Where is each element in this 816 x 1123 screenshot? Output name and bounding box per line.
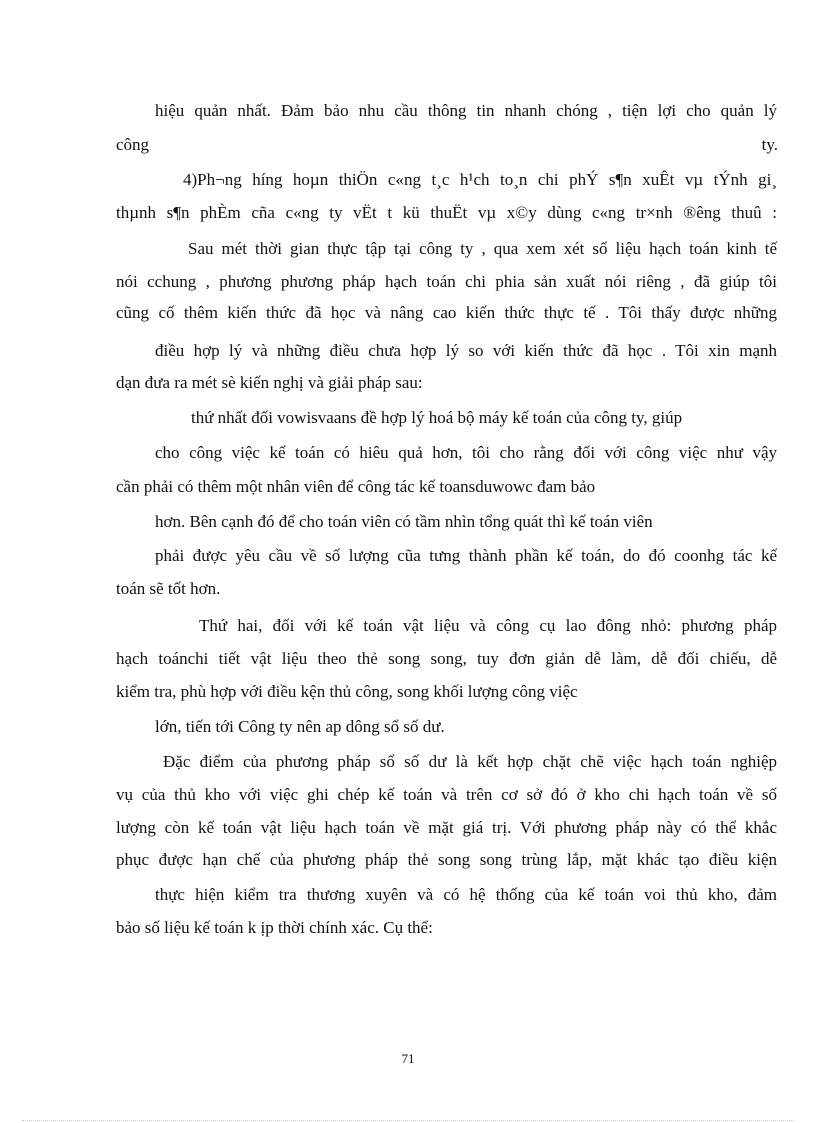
text-line-10: dạn đưa ra mét sè kiến nghị và giải pháp sau: bbox=[116, 373, 423, 392]
text-line-16: toán sẽ tốt hơn. bbox=[116, 579, 221, 598]
text-line-18: hạch toánchi tiết vật liệu theo thẻ song song, tuy đơn giản dễ làm, dễ đối chiếu, dễ bbox=[116, 649, 777, 668]
text-line-14: hơn. Bên cạnh đó để cho toán viên có tầm nhìn tổng quát thì kế toán viên bbox=[155, 512, 653, 531]
text-line-15: phải được yêu cầu về số lượng cũa tưng thành phần kế toán, do đó coonhg tác kế bbox=[155, 546, 777, 565]
text-line-23: lượng còn kế toán vật liệu hạch toán về mặt giá trị. Với phương pháp này có thể khắc bbox=[116, 818, 777, 837]
text-line-8: cũng cố thêm kiến thức đã học và nâng cao kiến thức thực tế . Tôi thấy được những bbox=[116, 303, 777, 322]
text-line-2-end: ty. bbox=[761, 135, 778, 154]
text-line-20: lớn, tiến tới Công ty nên ap dông sổ số dư. bbox=[155, 717, 445, 736]
text-line-21: Đặc điểm của phương pháp sổ số dư là kết hợp chặt chẽ việc hạch toán nghiệp bbox=[163, 752, 777, 771]
text-line-26: bảo số liệu kế toán k ịp thời chính xác. Cụ thể: bbox=[116, 918, 433, 937]
text-line-12: cho công việc kế toán có hiêu quả hơn, tôi cho rằng đối với công việc như vậy bbox=[155, 443, 777, 462]
text-line-24: phục được hạn chế của phương pháp thẻ song song trùng lắp, mặt khác tạo điều kiện bbox=[116, 850, 777, 869]
text-line-13: cần phải có thêm một nhân viên để công tác kế toansduwowc đam bảo bbox=[116, 477, 596, 496]
text-line-9: điều hợp lý và những điều chưa hợp lý so với kiến thức đã học . Tôi xin mạnh bbox=[155, 341, 777, 360]
text-line-25: thực hiện kiểm tra thương xuyên và có hệ thống của kế toán voi thủ kho, đảm bbox=[155, 885, 777, 904]
text-line-19: kiểm tra, phù hợp với điều kện thủ công, song khối lượng công việc bbox=[116, 682, 578, 701]
section-heading-line-2: thµnh s¶n phÈm cña c«ng ty vËt t kü thuËt vµ x©y dùng c«ng tr×nh ®êng thuû : bbox=[116, 203, 777, 222]
text-line-22: vụ của thủ kho với việc ghi chép kế toán và trên cơ sở đó ở kho chi hạch toán về số bbox=[116, 785, 777, 804]
text-line-7: nói cchung , phương phương pháp hạch toán chi phia sản xuất nói riêng , đã giúp tôi bbox=[116, 272, 777, 291]
text-line-11: thứ nhất đối vowisvaans đề hợp lý hoá bộ máy kế toán của công ty, giúp bbox=[191, 408, 683, 427]
section-heading-line-1: 4)Ph¬ng híng hoµn thiÖn c«ng t¸c h¹ch to¸n chi phÝ s¶n xuÊt vµ tÝnh gi¸ bbox=[183, 170, 777, 189]
text-line-2 bbox=[116, 135, 778, 155]
text-line-2-start: công bbox=[116, 135, 150, 154]
text-line-17: Thứ hai, đối với kế toán vật liệu và công cụ lao đông nhỏ: phương pháp bbox=[199, 616, 777, 635]
text-line-6: Sau mét thời gian thực tập tại công ty , qua xem xét số liệu hạch toán kinh tế bbox=[188, 239, 777, 258]
page-bottom-rule bbox=[22, 1120, 794, 1121]
page-number: 71 bbox=[401, 1051, 415, 1066]
text-line-1: hiệu quản nhất. Đảm bảo nhu cầu thông tin nhanh chóng , tiện lợi cho quản lý bbox=[155, 101, 777, 120]
